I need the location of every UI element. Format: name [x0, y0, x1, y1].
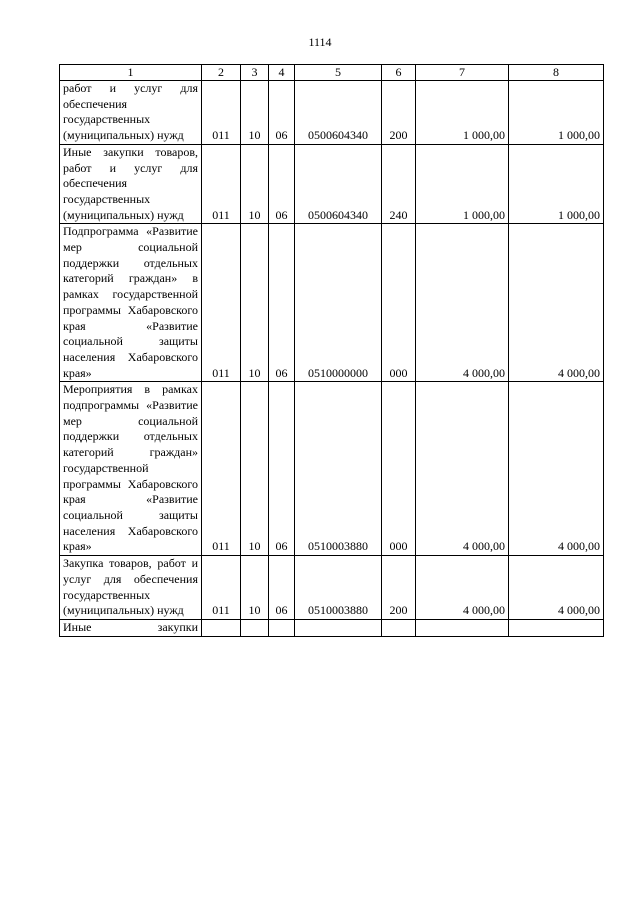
expense-type-code: 000: [382, 382, 416, 556]
expense-type-code: [382, 619, 416, 636]
section-code: 10: [241, 81, 269, 145]
column-header: 4: [269, 65, 295, 81]
amount-col7: 1 000,00: [416, 144, 509, 224]
target-article-code: 0510003880: [295, 382, 382, 556]
section-code: 10: [241, 556, 269, 620]
column-header: 7: [416, 65, 509, 81]
column-header: 5: [295, 65, 382, 81]
expense-type-code: 200: [382, 81, 416, 145]
table-row: [60, 224, 604, 382]
section-code: 10: [241, 224, 269, 382]
table-row: [60, 382, 604, 556]
ministry-code: 011: [202, 556, 241, 620]
table-row: [60, 81, 604, 145]
column-header: 8: [509, 65, 604, 81]
subsection-code: 06: [269, 556, 295, 620]
section-code: [241, 619, 269, 636]
amount-col7: 1 000,00: [416, 81, 509, 145]
amount-col7: 4 000,00: [416, 224, 509, 382]
target-article-code: 0500604340: [295, 144, 382, 224]
amount-col7: 4 000,00: [416, 382, 509, 556]
page-number: 1114: [308, 35, 332, 49]
subsection-code: 06: [269, 144, 295, 224]
expense-type-code: 200: [382, 556, 416, 620]
amount-col8: 4 000,00: [509, 556, 604, 620]
target-article-code: 0510003880: [295, 556, 382, 620]
table-row: [60, 144, 604, 224]
item-name: Иные закупки: [60, 619, 202, 636]
item-name: работ и услуг для обеспечения государственных (муниципальных) нужд: [60, 81, 202, 145]
subsection-code: 06: [269, 81, 295, 145]
ministry-code: 011: [202, 81, 241, 145]
table-row: [60, 619, 604, 636]
budget-table: [59, 64, 604, 637]
column-header: 3: [241, 65, 269, 81]
expense-type-code: 000: [382, 224, 416, 382]
amount-col7: [416, 619, 509, 636]
ministry-code: 011: [202, 382, 241, 556]
item-name: Подпрограмма «Развитие мер социальной поддержки отдельных категорий граждан» в рамках государственной программы Хабаровского края «Развитие социальной защиты населения Хабаровского края»: [60, 224, 202, 382]
amount-col8: 4 000,00: [509, 224, 604, 382]
item-name: Мероприятия в рамках подпрограммы «Развитие мер социальной поддержки отдельных категорий граждан» государственной программы Хабаровского края «Развитие социальной защиты населения Хабаровского края»: [60, 382, 202, 556]
section-code: 10: [241, 144, 269, 224]
section-code: 10: [241, 382, 269, 556]
subsection-code: 06: [269, 224, 295, 382]
ministry-code: 011: [202, 224, 241, 382]
subsection-code: [269, 619, 295, 636]
target-article-code: 0510000000: [295, 224, 382, 382]
item-name: Иные закупки товаров, работ и услуг для обеспечения государственных (муниципальных) нужд: [60, 144, 202, 224]
expense-type-code: 240: [382, 144, 416, 224]
header-row: [60, 65, 604, 81]
ministry-code: [202, 619, 241, 636]
subsection-code: 06: [269, 382, 295, 556]
amount-col8: 1 000,00: [509, 144, 604, 224]
target-article-code: 0500604340: [295, 81, 382, 145]
item-name: Закупка товаров, работ и услуг для обеспечения государственных (муниципальных) нужд: [60, 556, 202, 620]
column-header: 6: [382, 65, 416, 81]
amount-col8: [509, 619, 604, 636]
column-header: 1: [60, 65, 202, 81]
amount-col7: 4 000,00: [416, 556, 509, 620]
ministry-code: 011: [202, 144, 241, 224]
amount-col8: 4 000,00: [509, 382, 604, 556]
column-header: 2: [202, 65, 241, 81]
table-row: [60, 556, 604, 620]
amount-col8: 1 000,00: [509, 81, 604, 145]
target-article-code: [295, 619, 382, 636]
